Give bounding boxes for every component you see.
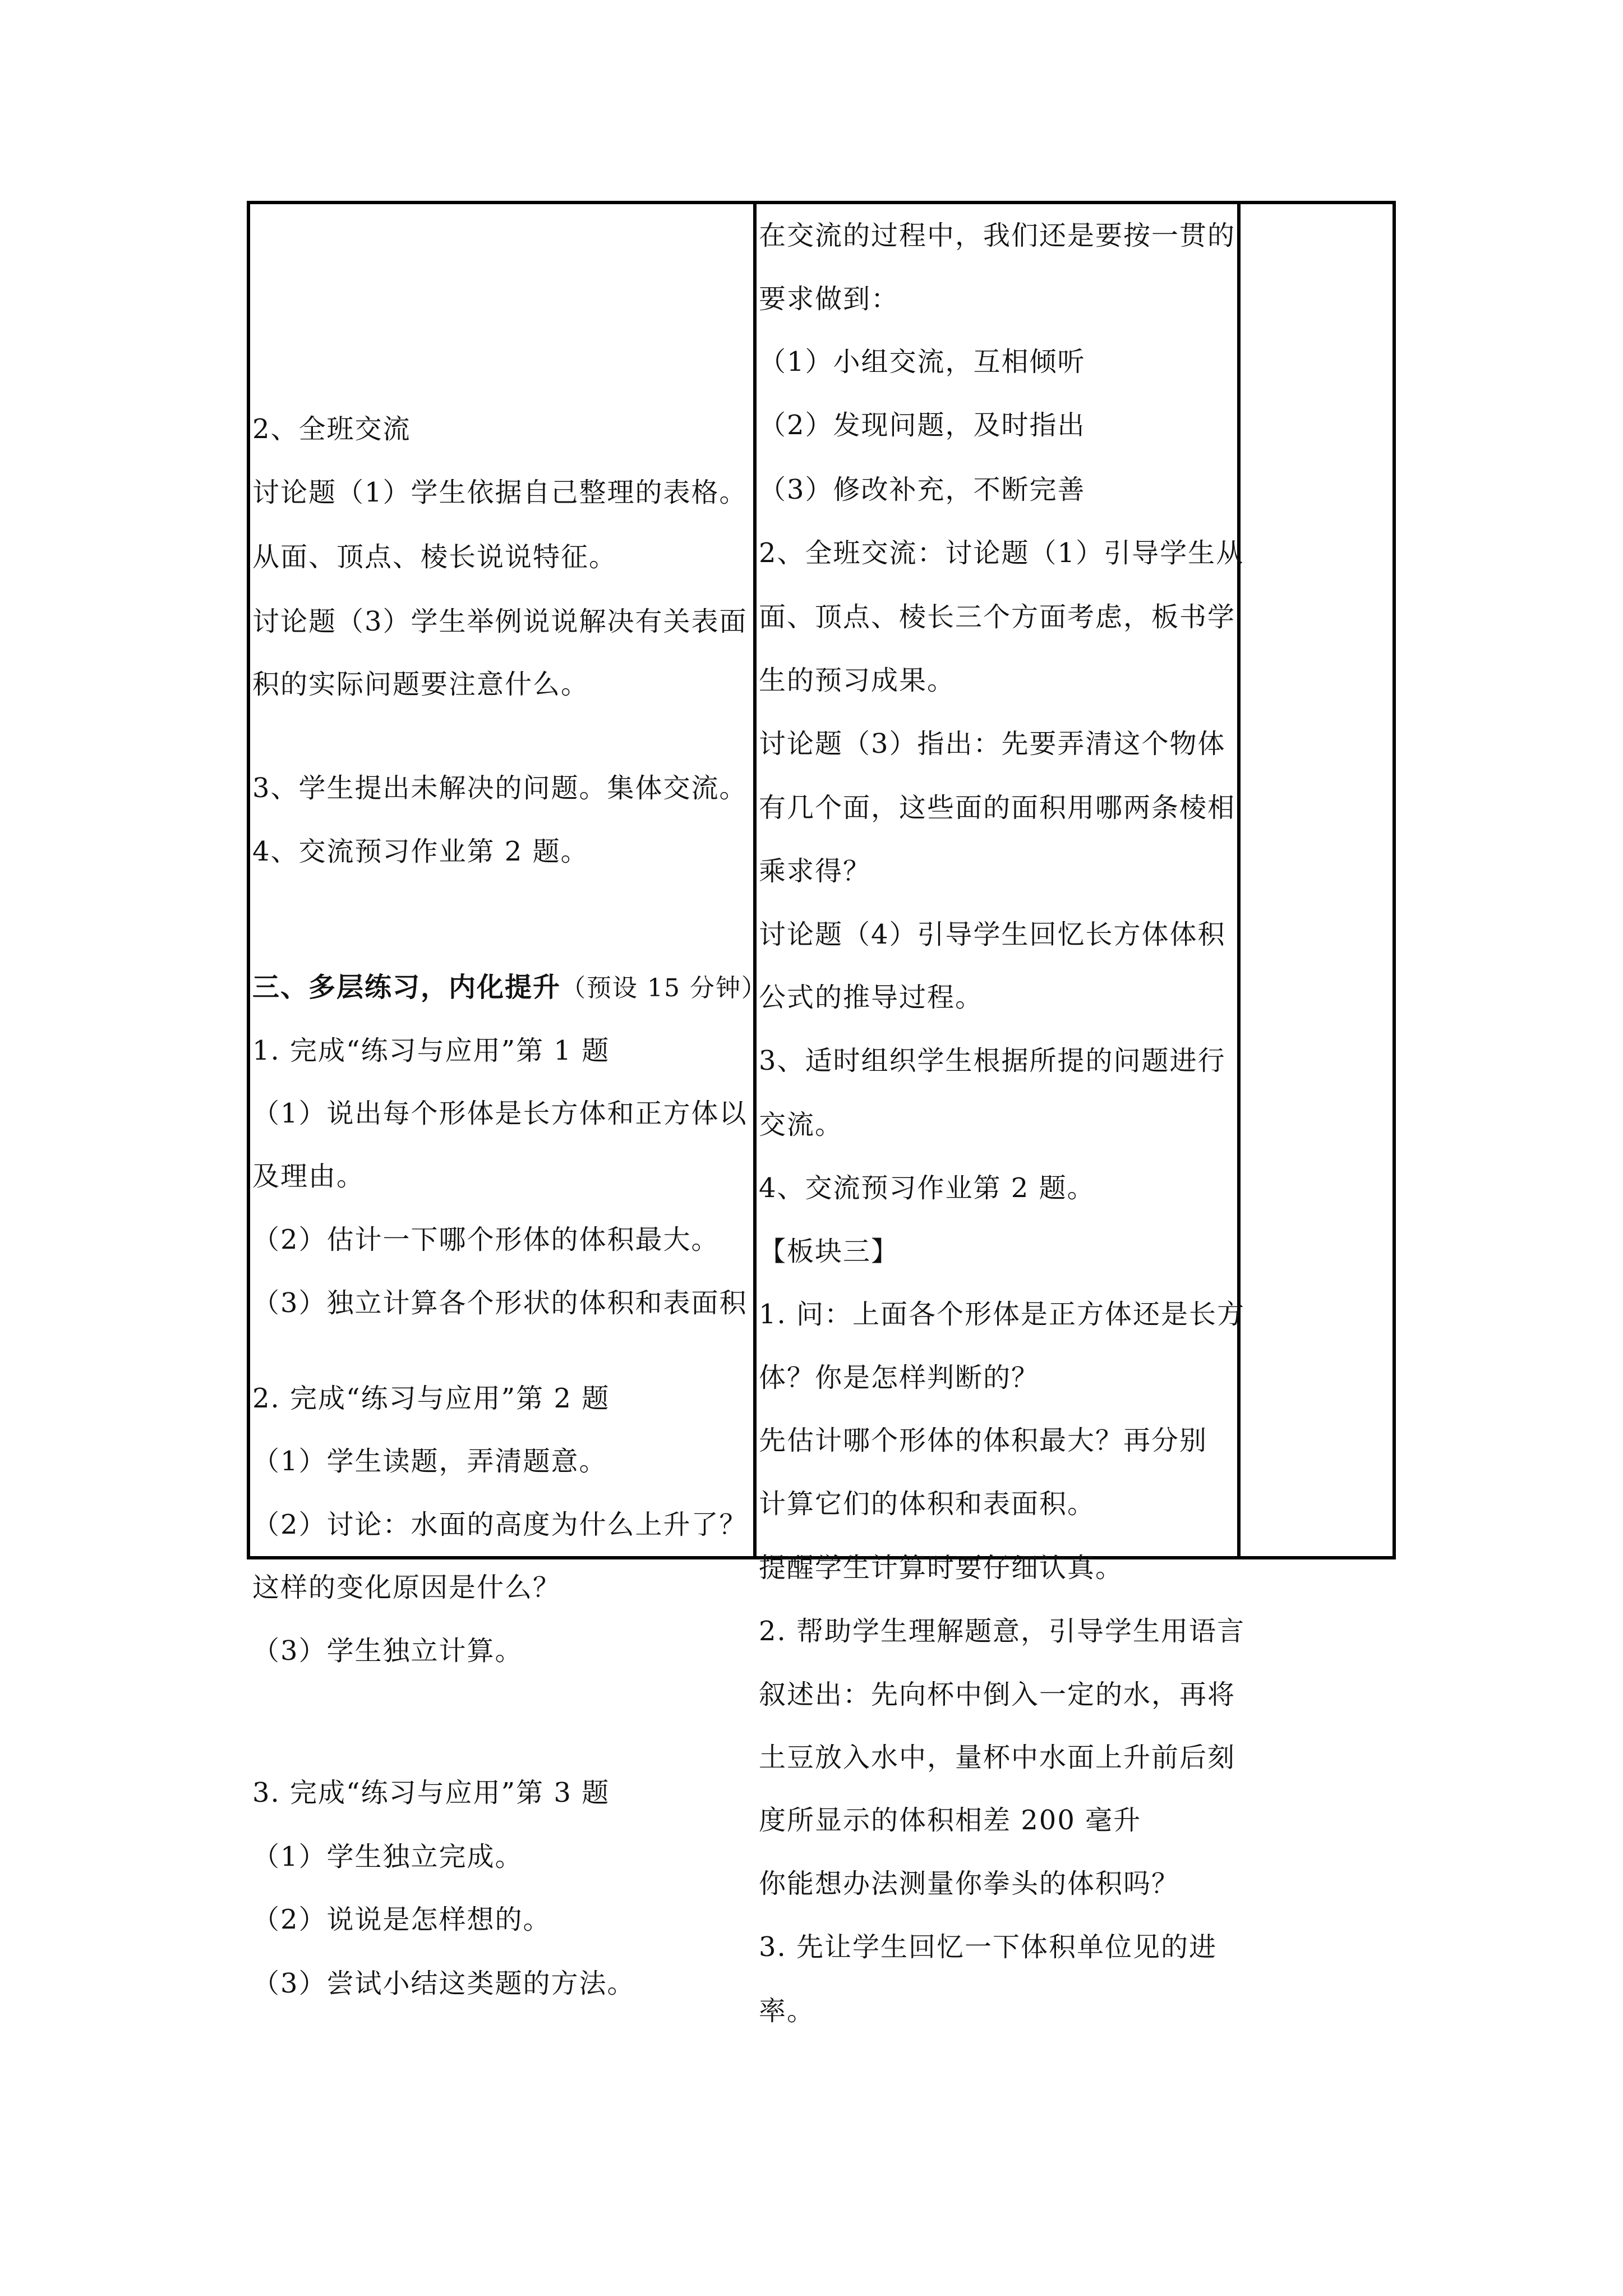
student-activity-column [250,204,767,1999]
text-line: 度所显示的体积相差 200 毫升 [759,1805,1142,1836]
text-line: （1）说出每个形体是长方体和正方体以 [252,1098,748,1129]
lesson-plan-table [247,201,1396,2027]
text-line: 交流。 [759,1109,843,1140]
teacher-guidance-column [757,204,1246,2027]
block-title: 【板块三】 [759,1236,900,1267]
text-line: 计算它们的体积和表面积。 [759,1488,1096,1520]
text-line: 4、交流预习作业第 2 题。 [252,836,589,867]
text-line: 3. 先让学生回忆一下体积单位见的进 [759,1931,1218,1963]
text-line: 公式的推导过程。 [759,982,984,1013]
exercise-title: 2. 完成“练习与应用”第 2 题 [252,1383,610,1414]
text-line: 这样的变化原因是什么？ [252,1572,561,1603]
text-line: （3）学生独立计算。 [252,1635,523,1667]
text-line: 讨论题（3）学生举例说说解决有关表面 [252,606,748,637]
text-line: 3、适时组织学生根据所提的问题进行 [759,1045,1226,1076]
text-line: 生的预习成果。 [759,665,956,696]
text-line: 乘求得？ [759,855,872,887]
text-line: （1）学生独立完成。 [252,1841,523,1872]
text-line: （1）小组交流，互相倾听 [759,346,1086,378]
text-line: （2）说说是怎样想的。 [252,1904,551,1935]
text-line: 讨论题（3）指出：先要弄清这个物体 [759,728,1226,760]
text-line: 2、全班交流：讨论题（1）引导学生从 [759,537,1244,569]
text-line: 叙述出：先向杯中倒入一定的水，再将 [759,1679,1236,1710]
text-line: （3）尝试小结这类题的方法。 [252,1968,635,1999]
text-line: （2）发现问题，及时指出 [759,409,1086,441]
text-line: 率。 [759,1995,815,2027]
section-title [252,974,767,1001]
text-line: 3、学生提出未解决的问题。集体交流。 [252,772,748,804]
text-line: 讨论题（4）引导学生回忆长方体体积 [759,919,1226,950]
text-line: （2）估计一下哪个形体的体积最大。 [252,1224,720,1255]
text-line: 先估计哪个形体的体积最大？再分别 [759,1425,1208,1456]
section-title-note: （预设 15 分钟） [561,974,767,1002]
text-line: 及理由。 [252,1161,365,1192]
notes-column [1241,204,1396,1556]
whole-class-heading: 2、全班交流 [252,413,411,445]
text-line: 土豆放入水中，量杯中水面上升前后刻 [759,1742,1236,1773]
text-line: 4、交流预习作业第 2 题。 [759,1172,1095,1204]
text-line: （2）讨论：水面的高度为什么上升了？ [252,1509,748,1540]
text-line: 体？你是怎样判断的？ [759,1362,1040,1393]
text-line: 1. 问：上面各个形体是正方体还是长方 [759,1299,1246,1330]
text-line: 积的实际问题要注意什么。 [252,669,589,700]
text-line: （3）修改补充，不断完善 [759,474,1086,505]
text-line: 提醒学生计算时要仔细认真。 [759,1552,1124,1584]
exercise-title: 3. 完成“练习与应用”第 3 题 [252,1777,610,1809]
text-line: 2. 帮助学生理解题意，引导学生用语言 [759,1616,1246,1647]
section-title-bold: 三、多层练习，内化提升 [252,972,561,1003]
text-line: （1）学生读题，弄清题意。 [252,1446,607,1477]
text-line: 讨论题（1）学生依据自己整理的表格。 [252,477,748,508]
text-line: 从面、顶点、棱长说说特征。 [252,541,617,573]
text-line: 要求做到： [759,283,900,315]
text-line: 有几个面，这些面的面积用哪两条棱相 [759,792,1236,823]
text-line: （3）独立计算各个形状的体积和表面积 [252,1287,748,1319]
text-line: 你能想办法测量你拳头的体积吗？ [759,1868,1180,1899]
text-line: 面、顶点、棱长三个方面考虑，板书学 [759,601,1236,633]
text-line: 在交流的过程中，我们还是要按一贯的 [759,220,1236,251]
exercise-title: 1. 完成“练习与应用”第 1 题 [252,1035,610,1066]
